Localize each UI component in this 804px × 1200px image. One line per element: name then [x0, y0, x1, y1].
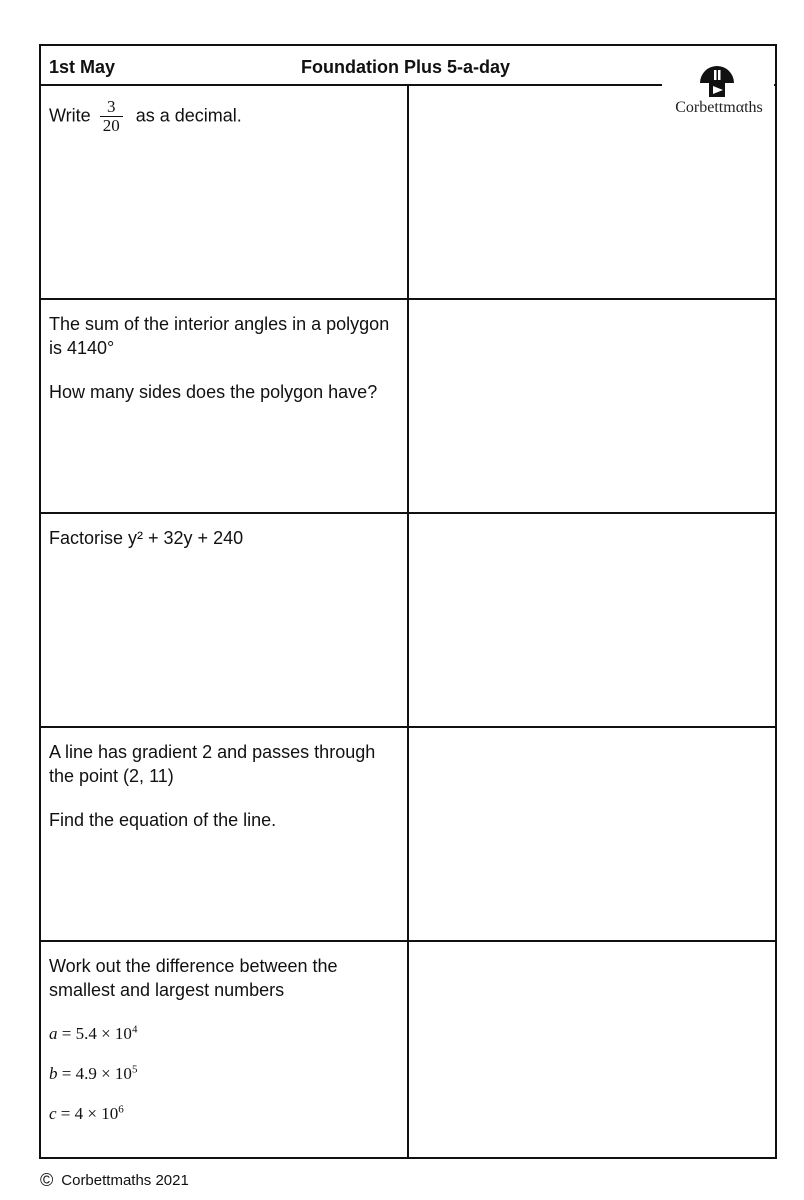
question-text: The sum of the interior angles in a polygon is 4140° [49, 314, 390, 358]
copyright-icon: © [40, 1170, 54, 1190]
question-row-3 [41, 514, 775, 728]
question-cell [41, 728, 409, 940]
value-c: $c = 4 \times 10^6$ [49, 1103, 124, 1123]
question-text: How many sides does the polygon have? [49, 382, 378, 402]
question-cell [41, 514, 409, 726]
question-cell [41, 86, 409, 298]
worksheet-title: Foundation Plus 5-a-day [301, 57, 511, 77]
question-text: Find the equation of the line. [49, 810, 277, 830]
question-cell [41, 942, 409, 1157]
corbettmaths-logo-icon [697, 64, 737, 100]
fraction [100, 98, 123, 135]
fraction-numerator: 3 [100, 98, 123, 117]
answer-cell[interactable] [409, 514, 775, 726]
question-cell [41, 300, 409, 512]
question-text: Factorise y² + 32y + 240 [49, 528, 244, 548]
value-b: $b = 4.9 \times 10^5$ [49, 1063, 138, 1083]
date-label: 1st May [49, 57, 116, 77]
question-text: A line has gradient 2 and passes through the point (2, 11) [49, 742, 376, 786]
value-a: $a = 5.4 \times 10^4$ [49, 1023, 138, 1043]
copyright-text: Corbettmaths 2021 [61, 1172, 189, 1189]
question-text: Write [49, 105, 91, 126]
question-row-2 [41, 300, 775, 514]
question-row-4 [41, 728, 775, 942]
answer-cell[interactable] [409, 300, 775, 512]
logo-text: Corbettmαths [675, 99, 763, 116]
question-row-5 [41, 942, 775, 1157]
worksheet [39, 44, 777, 1159]
question-text: as a decimal. [135, 105, 242, 126]
fraction-denominator: 20 [102, 116, 120, 135]
answer-cell[interactable] [409, 942, 775, 1157]
question-text: Work out the difference between the smallest and largest numbers [49, 956, 338, 1000]
corbettmaths-logo [662, 60, 774, 120]
footer [40, 1170, 189, 1191]
answer-cell[interactable] [409, 728, 775, 940]
